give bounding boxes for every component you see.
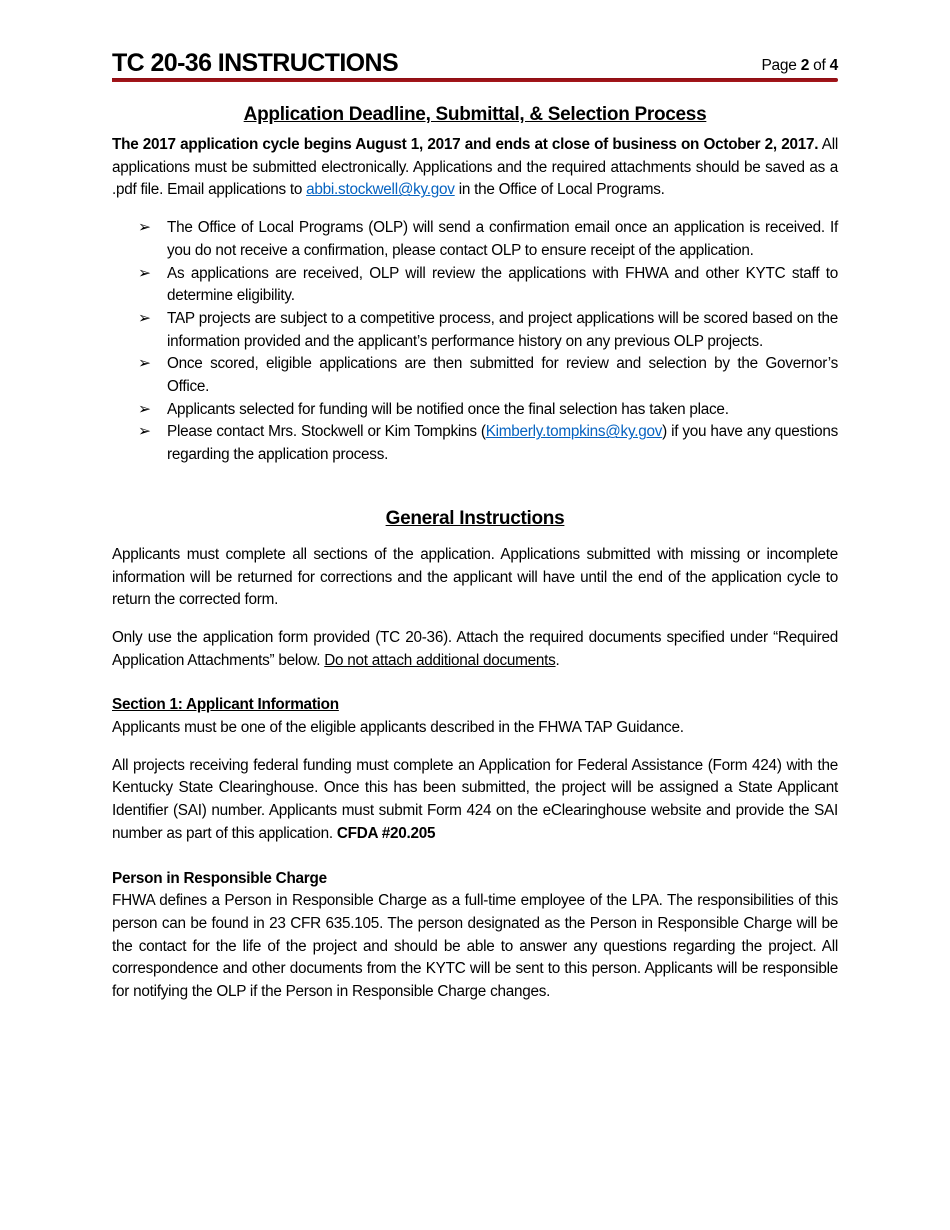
subheading-applicant-info: Section 1: Applicant Information — [112, 696, 339, 714]
page-header — [112, 46, 838, 78]
section-heading-deadline: Application Deadline, Submittal, & Selection Process — [243, 104, 707, 125]
general-paragraph-2: Only use the application form provided (TC 20-36). Attach the required documents specified under “Required Application Attachments” below. Do not attach additional documents. — [112, 628, 838, 669]
list-item: ➢ TAP projects are subject to a competitive process, and project applications will be scored based on the information provided and the applicant’s performance history on any previous OLP projects. — [138, 309, 838, 350]
list-item: ➢ Applicants selected for funding will be notified once the final selection has taken place. — [167, 399, 838, 422]
general-paragraph-1: Applicants must complete all sections of the application. Applications submitted with missing or incomplete information will be returned for corrections and the applicant will have until the end of the application cycle to return the corrected form. — [112, 545, 838, 609]
arrow-bullet-icon: ➢ — [138, 355, 151, 373]
page-number: Page 2 of 4 — [761, 57, 838, 75]
arrow-bullet-icon: ➢ — [138, 219, 151, 237]
list-item: ➢ Once scored, eligible applications are then submitted for review and selection by the Governor’s Office. — [138, 355, 838, 396]
list-item: ➢ As applications are received, OLP will review the applications with FHWA and other KYTC staff to determine eligibility. — [138, 264, 838, 305]
subheading-responsible-charge: Person in Responsible Charge — [112, 869, 327, 887]
document-title: TC 20-36 INSTRUCTIONS — [112, 49, 399, 77]
arrow-bullet-icon: ➢ — [138, 264, 151, 282]
header-rule — [112, 78, 838, 82]
process-bullet-list — [112, 217, 838, 467]
arrow-bullet-icon: ➢ — [138, 400, 151, 418]
email-link-tompkins[interactable]: Kimberly.tompkins@ky.gov — [485, 423, 663, 441]
applicant-paragraph-2: All projects receiving federal funding must complete an Application for Federal Assistance (Form 424) with the Kentucky State Clearinghouse. Once this has been submitted, the project will be assigned a State Applicant Identifier (SAI) number. Applicants must submit Form 424 on the eClearinghouse website and provide the SAI number as part of this application. CFDA #20.205 — [112, 756, 838, 842]
applicant-paragraph-1: Applicants must be one of the eligible applicants described in the FHWA TAP Guidance. — [112, 719, 684, 737]
email-link-stockwell[interactable]: abbi.stockwell@ky.gov — [306, 181, 455, 199]
arrow-bullet-icon: ➢ — [138, 309, 151, 327]
list-item: ➢ The Office of Local Programs (OLP) will send a confirmation email once an application is received. If you do not receive a confirmation, please contact OLP to ensure receipt of the application. — [138, 219, 838, 259]
list-item: ➢ Please contact Mrs. Stockwell or Kim Tompkins (Kimberly.tompkins@ky.gov) if you have any questions regarding the application process. — [138, 423, 838, 464]
responsible-charge-paragraph: FHWA defines a Person in Responsible Charge as a full-time employee of the LPA. The responsibilities of this person can be found in 23 CFR 635.105. The person designated as the Person in Responsible Charge will be the contact for the life of the project and should be able to answer any questions regarding the project. All correspondence and other documents from the KYTC will be sent to this person. Applicants will be responsible for notifying the OLP if the Person in Responsible Charge changes. — [112, 892, 838, 1001]
document-page — [112, 46, 838, 1004]
intro-paragraph: The 2017 application cycle begins August 1, 2017 and ends at close of business on October 2, 2017. All applications must be submitted electronically. Applications and the required attachments should be saved as a .pdf file. Email applications to abbi.stockwell@ky.gov in the Office of Local Programs. — [112, 136, 839, 199]
arrow-bullet-icon: ➢ — [138, 423, 151, 441]
section-heading-general: General Instructions — [385, 507, 565, 529]
